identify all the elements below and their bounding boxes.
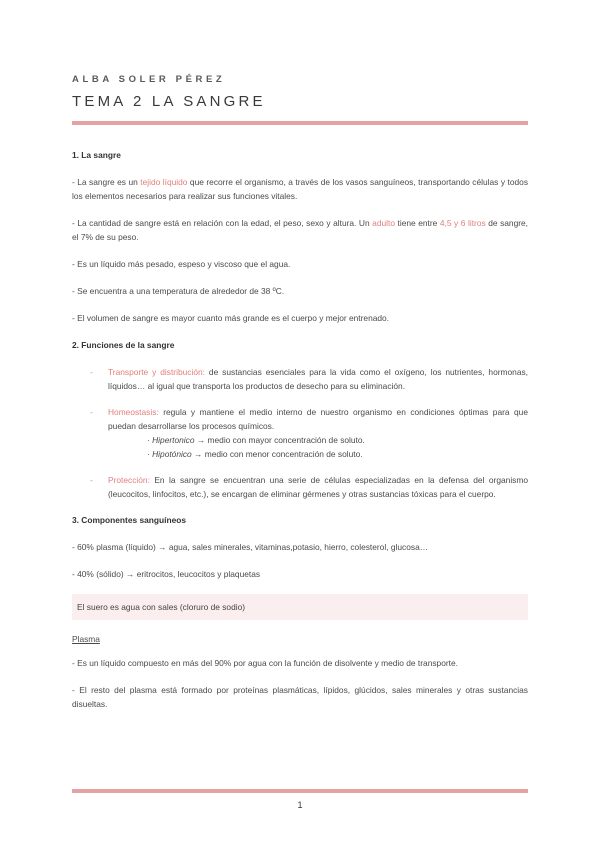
- list-dash: -: [90, 367, 93, 377]
- list-dash: -: [90, 475, 93, 485]
- sub-list: [108, 433, 528, 461]
- highlight-term: Transporte y distribución:: [108, 367, 205, 377]
- paragraph: [72, 175, 528, 203]
- list-dash: -: [90, 407, 93, 417]
- list-item: [90, 473, 528, 501]
- highlight-term: Protección:: [108, 475, 150, 485]
- paragraph: - Se encuentra a una temperatura de alrededor de 38 ºC.: [72, 286, 285, 296]
- paragraph: - 60% plasma (líquido) → agua, sales minerales, vitaminas,potasio, hierro, colesterol, glucosa…: [72, 542, 429, 552]
- text: tiene entre: [395, 218, 440, 228]
- highlight-term: adulto: [372, 218, 395, 228]
- author-name: ALBA SOLER PÉREZ: [72, 74, 226, 85]
- paragraph: - 40% (sólido) → eritrocitos, leucocitos y plaquetas: [72, 569, 261, 579]
- page-number: 1: [297, 800, 303, 810]
- section-heading-funciones: 2. Funciones de la sangre: [72, 340, 175, 350]
- term: Hipotónico: [152, 449, 192, 459]
- text: regula y mantiene el medio interno de nuestro organismo en condiciones óptimas para que puedan desarrollarse los procesos químicos.: [108, 407, 528, 431]
- paragraph: - Es un líquido compuesto en más del 90% por agua con la función de disolvente y medio de transporte.: [72, 658, 458, 668]
- highlight-term: Homeostasis:: [108, 407, 159, 417]
- text: → medio con menor concentración de soluto.: [191, 449, 363, 459]
- text: - La cantidad de sangre está en relación con la edad, el peso, sexo y altura. Un: [72, 218, 373, 228]
- header-divider: [72, 121, 528, 125]
- footer-divider: [72, 789, 528, 793]
- sub-item: · Hipertonico → medio con mayor concentración de soluto.: [147, 435, 365, 445]
- text: de sangre, el 7% de su peso.: [72, 218, 528, 242]
- section-heading-la-sangre: 1. La sangre: [72, 150, 121, 160]
- note-box: El suero es agua con sales (cloruro de sodio): [72, 594, 528, 620]
- text: → medio con mayor concentración de soluto.: [194, 435, 365, 445]
- sub-item: · Hipotónico → medio con menor concentración de soluto.: [147, 449, 363, 459]
- document-title: TEMA 2 LA SANGRE: [72, 93, 266, 110]
- text: de sustancias esenciales para la vida como el oxígeno, los nutrientes, hormonas, líquidos… al igual que transporta los productos de desecho para su eliminación.: [108, 367, 528, 391]
- document-body: [72, 148, 528, 724]
- term: Hipertonico: [152, 435, 195, 445]
- text: - La sangre es un: [72, 177, 141, 187]
- subheading-plasma: Plasma: [72, 634, 100, 644]
- highlight-term: tejido líquido: [140, 177, 188, 187]
- section-heading-componentes: 3. Componentes sanguíneos: [72, 515, 187, 525]
- paragraph: [72, 216, 528, 244]
- paragraph: - El volumen de sangre es mayor cuanto más grande es el cuerpo y mejor entrenado.: [72, 313, 390, 323]
- paragraph: - Es un líquido más pesado, espeso y viscoso que el agua.: [72, 259, 291, 269]
- list-item: [90, 405, 528, 461]
- highlight-term: 4,5 y 6 litros: [439, 218, 486, 228]
- list-item: [90, 365, 528, 393]
- text: En la sangre se encuentran una serie de células especializadas en la defensa del organismo (leucocitos, linfocitos, etc.), se encargan de eliminar gérmenes y otras sustancias tóxicas para el cuerpo.: [108, 475, 528, 499]
- functions-list: [72, 365, 528, 501]
- paragraph: - El resto del plasma está formado por proteínas plasmáticas, lípidos, glúcidos, sales minerales y otras sustancias disueltas.: [72, 685, 528, 709]
- text: que recorre el organismo, a través de los vasos sanguíneos, transportando células y todos los elementos necesarios para realizar sus funciones vitales.: [72, 177, 529, 201]
